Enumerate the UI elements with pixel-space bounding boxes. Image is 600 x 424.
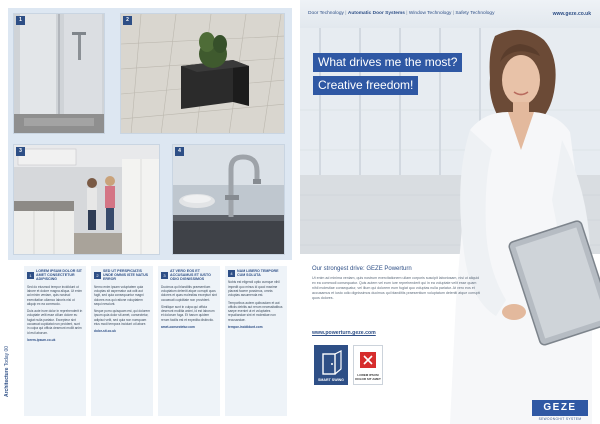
paving-planter-illustration (121, 14, 285, 134)
site-url-link[interactable]: www.geze.co.uk (552, 11, 591, 17)
folio-brand: Architecture (4, 367, 10, 397)
article-column (158, 266, 220, 416)
column-more-link[interactable]: tempor-incididunt.com (228, 325, 263, 330)
certification-line-1: LOREM IPSUM (357, 373, 379, 377)
powerturn-link[interactable]: www.powerturn.geze.com (312, 330, 376, 336)
nav-separator: | (406, 11, 408, 16)
geze-logo: GEZE (532, 400, 588, 416)
column-header (228, 269, 284, 277)
top-navigation (308, 11, 494, 16)
headline-question: What drives me the most? (313, 53, 462, 72)
column-title: SED UT PERSPICIATIS UNDE OMNIS ISTE NATUS ERROR (103, 269, 149, 282)
nav-item-automatic-door-systems[interactable]: Automatic Door Systems (347, 11, 405, 16)
column-header (27, 269, 83, 282)
article-column (24, 266, 86, 416)
advert-intro (300, 254, 600, 424)
column-body (228, 280, 284, 322)
column-paragraph: Ducimus qui blanditiis praesentium voluptatum deleniti atque corrupti quos dolores et quas molestias excepturi sint occaecati cupiditate non provident. (161, 284, 217, 302)
photo-glass-shower (13, 13, 105, 134)
folio-rest: Today 00 (4, 345, 10, 368)
certification-line-2: DOLOR SIT AMET (355, 377, 381, 381)
nav-item-door-technology[interactable]: Door Technology (308, 11, 344, 16)
intro-title: Our strongest drive: GEZE Powerturn (312, 266, 412, 272)
faucet-illustration (173, 145, 285, 255)
certification-label (354, 373, 382, 381)
nav-separator: | (345, 11, 347, 16)
column-number-badge: 1 (27, 272, 34, 279)
column-more-link[interactable]: amet-consectetur.com (161, 324, 195, 329)
glass-shower-illustration (14, 14, 105, 134)
photo-paving-planter (120, 13, 285, 134)
column-paragraph: Sed do eiusmod tempor incididunt ut labore et dolore magna aliqua. Ut enim ad minim veniam, quis nostrud exercitation ullamco laboris nisi ut aliquip ex ea commodo. (27, 284, 82, 306)
nav-item-safety-technology[interactable]: Safety Technology (455, 11, 495, 16)
photo-number-badge: 1 (16, 16, 25, 25)
kitchen-illustration (14, 145, 160, 255)
photo-number-badge: 2 (123, 16, 132, 25)
column-paragraph: Nobis est eligendi optio cumque nihil impedit quo minus id quod maxime placeat facere possimus, omnis voluptas assumenda est. (228, 280, 280, 298)
column-header (94, 269, 150, 282)
nav-separator: | (452, 11, 455, 16)
column-more-link[interactable]: dolor-sit.co.uk (94, 329, 116, 334)
column-paragraph: Similique sunt in culpa qui officia deserunt mollitia animi, id est laborum et dolorum fuga. Et harum quidem rerum facilis est et expedita distinctio. (161, 304, 215, 322)
page-folio (1, 338, 11, 398)
photo-faucet (172, 144, 285, 255)
certification-badge (353, 345, 383, 385)
photo-kitchen-people (13, 144, 160, 255)
column-body (27, 285, 83, 335)
headline-answer: Creative freedom! (313, 76, 418, 95)
column-body (161, 285, 217, 322)
column-body (94, 285, 150, 327)
article-columns (10, 266, 292, 416)
geze-slogan: SEWOONGHIT SYSTEM (538, 417, 582, 421)
column-number-badge: 2 (94, 272, 101, 279)
article-column (225, 266, 287, 416)
page-folio-text (4, 337, 10, 397)
right-page-advert (300, 0, 600, 424)
door-swing-icon (314, 348, 348, 378)
photo-number-badge: 4 (175, 147, 184, 156)
photo-number-badge: 3 (16, 147, 25, 156)
article-column (91, 266, 153, 416)
certification-icon (354, 349, 382, 373)
column-number-badge: 4 (228, 270, 235, 277)
column-paragraph: Nemo enim ipsam voluptatem quia voluptas sit aspernatur aut odit aut fugit, sed quia consequuntur magni dolores eos qui ratione voluptatem sequi nesciunt. (94, 284, 144, 306)
column-title: NAM LIBERO TEMPORE CUM SOLUTA (237, 269, 279, 278)
column-title: LOREM IPSUM DOLOR SIT AMET CONSECTETUR ADIPISCING (36, 269, 82, 282)
smart-swing-label: SMART SWING (318, 378, 344, 382)
column-paragraph: Temporibus autem quibusdam et aut officiis debitis aut rerum necessitatibus saepe eveniet ut et voluptates repudiandae sint et molestiae non recusandae. (228, 300, 283, 322)
column-title: AT VERO EOS ET ACCUSAMUS ET IUSTO ODIO DIGNISSIMOS (170, 269, 211, 282)
nav-item-window-technology[interactable]: Window Technology (408, 11, 452, 16)
column-paragraph: Duis aute irure dolor in reprehenderit in voluptate velit esse cillum dolore eu fugiat nulla pariatur. Excepteur sint occaecat cupidatat non proident, sunt in culpa qui officia deserunt mollit anim id est laborum. (27, 309, 83, 335)
smart-swing-badge (314, 345, 348, 385)
intro-body: Ut enim ad minima veniam, quis nostrum exercitationem ullam corporis suscipit laboriosam, nisi ut aliquid ex ea commodi consequatur. Quis autem vel eum iure reprehenderit qui in ea voluptate velit esse quam nihil molestiae consequatur, vel illum qui dolorem eum fugiat quo voluptas nulla pariatur. At vero eos et accusamus et iusto odio dignissimos ducimus qui blanditiis praesentium voluptatum deleniti atque corrupti quos dolores. (312, 276, 481, 300)
column-header (161, 269, 217, 282)
column-number-badge: 3 (161, 272, 168, 279)
column-paragraph: Neque porro quisquam est, qui dolorem ipsum quia dolor sit amet, consectetur, adipisci velit, sed quia non numquam eius modi tempora incidunt ut labore. (94, 309, 150, 326)
column-more-link[interactable]: lorem-ipsum.co.uk (27, 337, 56, 342)
